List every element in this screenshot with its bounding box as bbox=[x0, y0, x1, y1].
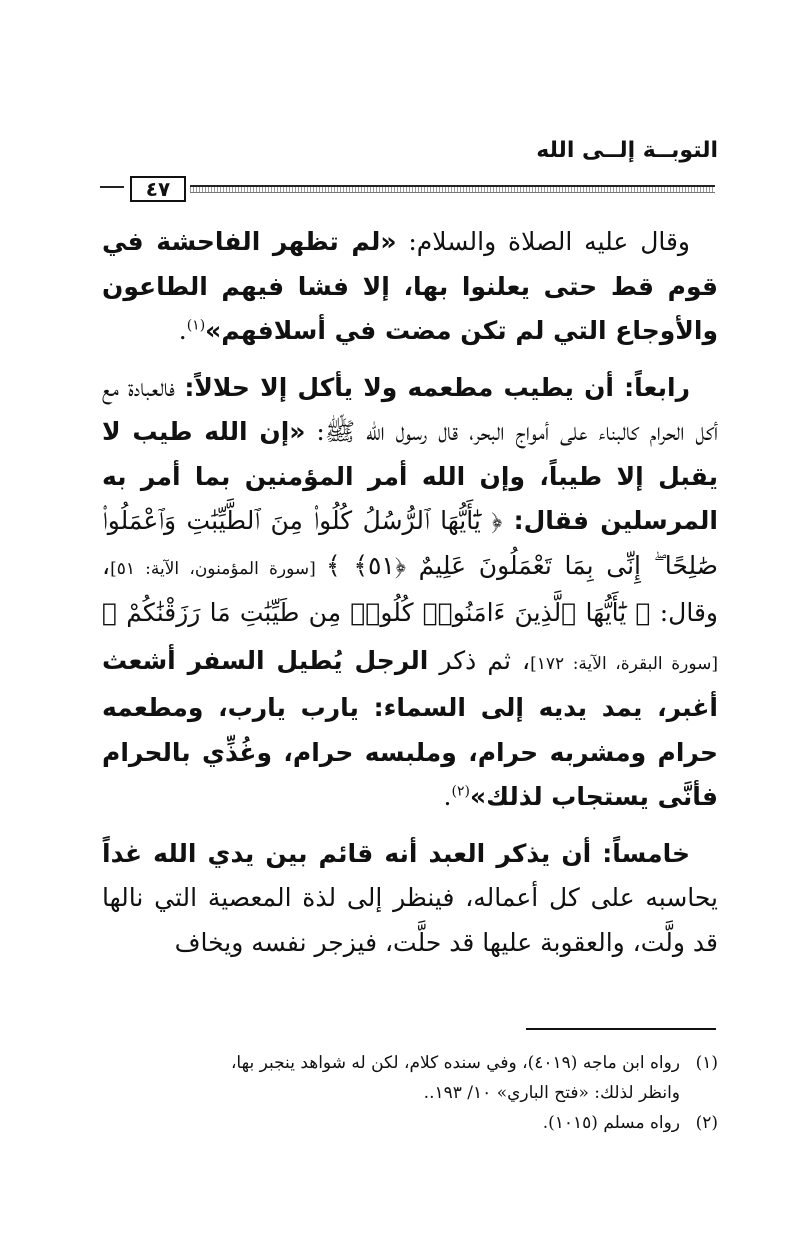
footnote-2 bbox=[98, 1108, 718, 1138]
p3-text: يحاسبه على كل أعماله، فينظر إلى لذة المعصية التي نالها قد ولَّت، والعقوبة عليها قد حلَّت، فيزجر نفسه ويخاف bbox=[102, 883, 718, 957]
p1-hadith: «لم تظهر الفاحشة في قوم قط حتى يعلنوا بها، إلا فشا فيهم الطاعون والأوجاع التي لم تكن مضت في أسلافهم» bbox=[102, 227, 718, 345]
p2-text1: فالعبادة مع أكل الحرام كالبناء على أمواج البحر، قال رسول الله ﷺ: bbox=[102, 372, 718, 446]
paragraph-1 bbox=[102, 220, 718, 354]
p2-text2: ، وقال: bbox=[102, 550, 718, 627]
footnote-separator bbox=[526, 1028, 716, 1030]
p1-end: . bbox=[178, 316, 187, 345]
paragraph-2 bbox=[102, 366, 718, 820]
p2-hadith2: الرجل يُطيل السفر أشعث أغبر، يمد يديه إلى السماء: يارب يارب، ومطعمه حرام ومشربه حرام، وملبسه حرام، وغُذِّي بالحرام فأنَّى يستجاب لذلك» bbox=[102, 645, 718, 811]
p1-intro: وقال عليه الصلاة والسلام: bbox=[396, 227, 691, 256]
footnote-1 bbox=[98, 1048, 718, 1078]
footnote-ref-2: (٢) bbox=[451, 783, 470, 800]
p2-end: . bbox=[443, 782, 452, 811]
footnote-1-line-2: وانظر لذلك: «فتح الباري» ١٠/ ١٩٣.. bbox=[423, 1083, 680, 1103]
p2-text3: ، ثم ذكر bbox=[428, 645, 531, 675]
footnote-ref-1: (١) bbox=[186, 317, 206, 334]
footnote-1-line-1: رواه ابن ماجه (٤٠١٩)، وفي سنده كلام، لكن له شواهد ينجبر بها، bbox=[230, 1053, 680, 1073]
header-rule-long bbox=[190, 185, 715, 193]
page-number: ٤٧ bbox=[130, 176, 186, 202]
p2-heading: رابعاً: أن يطيب مطعمه ولا يأكل إلا حلالاً: bbox=[184, 372, 690, 402]
footnote-2-line-1: رواه مسلم (١٠١٥). bbox=[542, 1113, 680, 1133]
footnote-2-number: (٢) bbox=[695, 1113, 718, 1133]
footnote-1-number: (١) bbox=[695, 1053, 718, 1073]
footnotes bbox=[98, 1048, 718, 1138]
quran-verse-2: ﴿ يَٰٓأَيُّهَا ٱلَّذِينَ ءَامَنُوا۟ كُلُوا۟ مِن طَيِّبَٰتِ مَا رَزَقْنَٰكُمْ ﴾ bbox=[102, 598, 651, 627]
surah-citation-1: [سورة المؤمنون، الآية: ٥١] bbox=[110, 558, 326, 579]
p2-hadith1: «إن الله طيب لا يقبل إلا طيباً، وإن الله أمر المؤمنين بما أمر به المرسلين فقال: bbox=[102, 417, 718, 535]
body-text bbox=[102, 220, 718, 965]
paragraph-3 bbox=[102, 832, 718, 966]
quran-verse-1: ﴿ يَٰٓأَيُّهَا ٱلرُّسُلُ كُلُوا۟ مِنَ ٱلطَّيِّبَٰتِ وَٱعْمَلُوا۟ صَٰلِحًا ۖ إِنِّى بِمَا تَعْمَلُونَ عَلِيمٌ ﴿٥١﴾ ﴾ bbox=[102, 506, 718, 580]
p3-heading: خامساً: أن يذكر العبد أنه قائم بين يدي الله غداً bbox=[102, 838, 690, 868]
header-rule bbox=[100, 176, 715, 200]
running-title: التوبــة إلــى الله bbox=[536, 138, 718, 163]
header-rule-short bbox=[100, 186, 124, 188]
surah-citation-2: [سورة البقرة، الآية: ١٧٢] bbox=[530, 653, 718, 674]
